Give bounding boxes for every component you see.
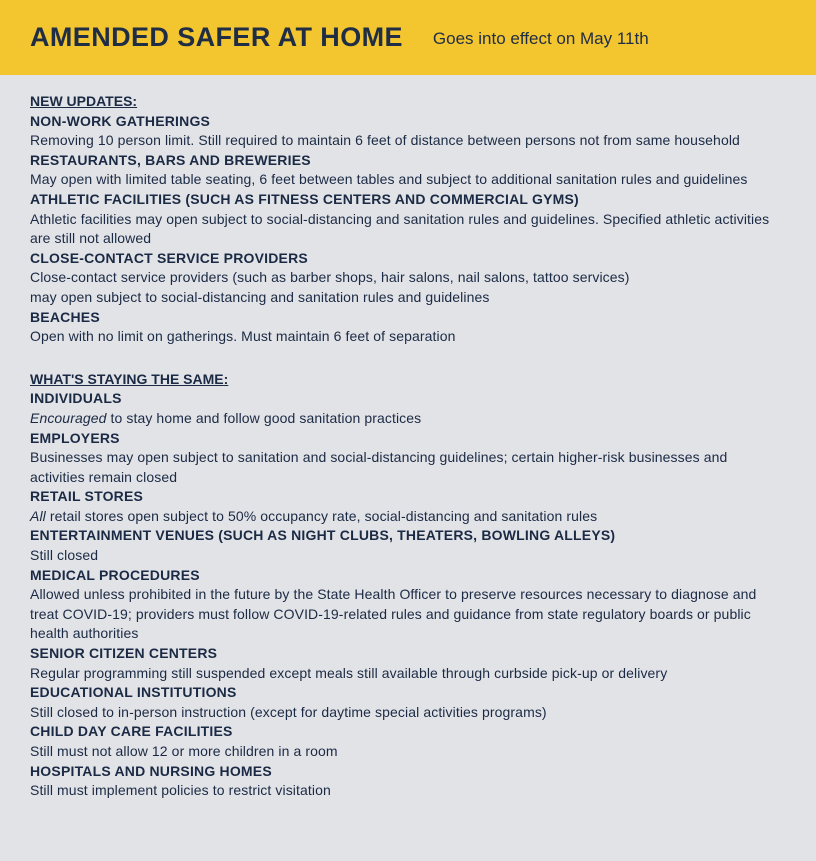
- description-text: retail stores open subject to 50% occupancy rate, social-distancing and sanitation rules: [45, 507, 598, 524]
- update-item-athletic-facilities: [30, 190, 786, 249]
- main-content: [0, 75, 816, 801]
- new-updates-heading: NEW UPDATES:: [30, 93, 138, 109]
- item-title: EDUCATIONAL INSTITUTIONS: [30, 684, 237, 701]
- item-description: Regular programming still suspended except meals still available through curbside pick-up or delivery: [30, 664, 668, 681]
- emphasis-text: Encouraged: [30, 409, 107, 426]
- same-item-medical-procedures: [30, 566, 786, 644]
- item-description: Allowed unless prohibited in the future by the State Health Officer to preserve resources necessary to diagnose and treat COVID-19; providers must follow COVID-19-related rules and guidance from state regulatory boards or public health authorities: [30, 586, 757, 642]
- item-description: Open with no limit on gatherings. Must maintain 6 feet of separation: [30, 328, 456, 345]
- item-title: RETAIL STORES: [30, 488, 144, 505]
- item-description: Removing 10 person limit. Still required to maintain 6 feet of distance between persons not from same household: [30, 132, 740, 149]
- update-item-restaurants: [30, 151, 786, 190]
- same-item-hospitals-nursing-homes: [30, 762, 786, 801]
- same-item-child-day-care: [30, 722, 786, 761]
- item-description: Athletic facilities may open subject to social-distancing and sanitation rules and guidelines. Specified athletic activities are still not allowed: [30, 210, 770, 247]
- same-item-senior-centers: [30, 644, 786, 683]
- header-banner: [0, 0, 816, 75]
- same-item-retail-stores: [30, 487, 786, 526]
- staying-same-heading: [30, 370, 786, 390]
- update-item-close-contact: [30, 249, 786, 308]
- effective-date: Goes into effect on May 11th: [432, 29, 649, 48]
- same-item-individuals: [30, 389, 786, 428]
- item-title: INDIVIDUALS: [30, 390, 122, 407]
- update-item-non-work-gatherings: [30, 112, 786, 151]
- item-description: Businesses may open subject to sanitation and social-distancing guidelines; certain higher-risk businesses and activities remain closed: [30, 449, 728, 485]
- item-description: Still closed: [30, 547, 99, 564]
- item-title: BEACHES: [30, 308, 100, 325]
- item-title: MEDICAL PROCEDURES: [30, 566, 200, 583]
- same-item-educational-institutions: [30, 683, 786, 722]
- item-description: [30, 409, 786, 429]
- item-description: Still must not allow 12 or more children in a room: [30, 743, 338, 759]
- staying-same-heading-text: WHAT'S STAYING THE SAME: [30, 370, 224, 387]
- item-description: [30, 507, 786, 527]
- item-title: HOSPITALS AND NURSING HOMES: [30, 762, 272, 779]
- item-title: CHILD DAY CARE FACILITIES: [30, 723, 233, 740]
- item-title: CLOSE-CONTACT SERVICE PROVIDERS: [30, 249, 308, 266]
- item-description: May open with limited table seating, 6 feet between tables and subject to additional sanitation rules and guidelines: [30, 171, 748, 188]
- description-text: to stay home and follow good sanitation practices: [106, 409, 422, 426]
- item-title: SENIOR CITIZEN CENTERS: [30, 645, 218, 662]
- item-description: Still must implement policies to restrict visitation: [30, 782, 331, 799]
- item-description: Still closed to in-person instruction (except for daytime special activities programs): [30, 703, 547, 720]
- item-title: ATHLETIC FACILITIES (SUCH AS FITNESS CENTERS AND COMMERCIAL GYMS): [30, 190, 579, 207]
- item-description-line-1: Close-contact service providers (such as barber shops, hair salons, nail salons, tattoo services): [30, 269, 630, 286]
- section-spacer: [30, 347, 786, 370]
- item-description-line-2: may open subject to social-distancing and sanitation rules and guidelines: [30, 288, 490, 305]
- heading-colon: :: [223, 370, 229, 387]
- item-title: ENTERTAINMENT VENUES (SUCH AS NIGHT CLUBS, THEATERS, BOWLING ALLEYS): [30, 527, 616, 544]
- item-title: RESTAURANTS, BARS AND BREWERIES: [30, 151, 311, 168]
- same-item-employers: [30, 429, 786, 488]
- emphasis-text: All: [30, 507, 46, 524]
- same-item-entertainment-venues: [30, 526, 786, 565]
- page-title: AMENDED SAFER AT HOME: [30, 22, 403, 52]
- item-title: NON-WORK GATHERINGS: [30, 112, 211, 129]
- item-title: EMPLOYERS: [30, 429, 120, 446]
- update-item-beaches: [30, 308, 786, 347]
